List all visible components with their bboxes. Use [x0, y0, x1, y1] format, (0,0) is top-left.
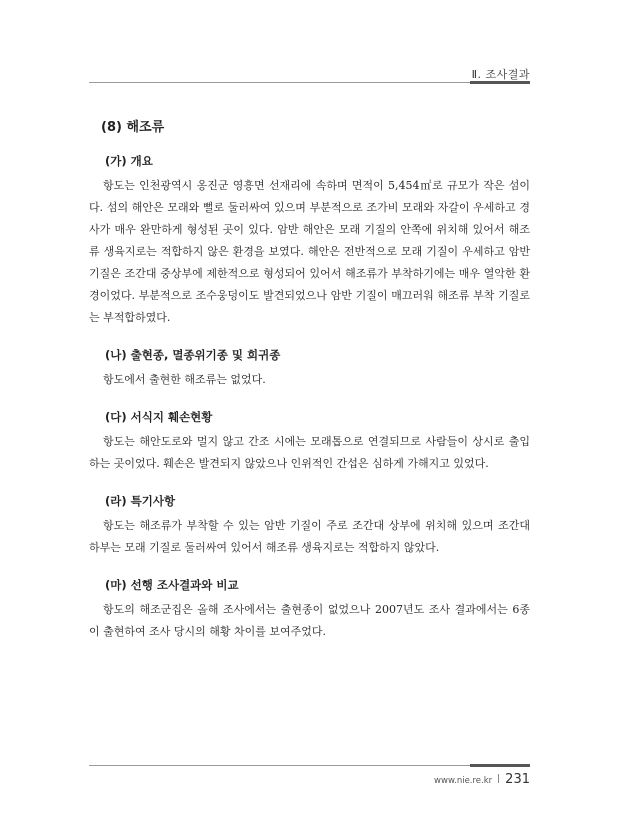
- subsection-heading: (다) 서식지 훼손현황: [105, 410, 213, 424]
- header-rule: [89, 82, 530, 83]
- subsection-comparison: [89, 577, 530, 643]
- subsection-overview: [89, 153, 530, 329]
- subsection-heading: (마) 선행 조사결과와 비교: [105, 578, 239, 592]
- footer-rule: [89, 765, 530, 766]
- paragraph: 항도의 해조군집은 올해 조사에서는 출현종이 없었으나 2007년도 조사 결과에서는 6종이 출현하여 조사 당시의 해황 차이를 보여주었다.: [89, 603, 530, 638]
- subsection-habitat-damage: [89, 409, 530, 475]
- running-header: Ⅱ. 조사결과: [471, 68, 530, 81]
- footer-separator: [498, 774, 499, 783]
- paragraph: 항도는 인천광역시 옹진군 영흥면 선재리에 속하며 면적이 5,454㎡로 규모가 작은 섬이다. 섬의 해안은 모래와 뻘로 둘러싸여 있으며 부분적으로 조가비 모래와 자갈이 우세하고 경사가 매우 완만하게 형성된 곳이 있다. 암반 해안은 모래 기질의 안쪽에 위치해 있어서 해조류 생육지로는 적합하지 않은 환경을 보였다. 해안은 전반적으로 모래 기질이 우세하고 암반 기질은 조간대 중상부에 제한적으로 형성되어 있어서 해조류가 부착하기에는 매우 열악한 환경이었다. 부분적으로 조수웅덩이도 발견되었으나 암반 기질이 매끄러워 해조류 부착 기질로는 부적합하였다.: [89, 179, 530, 324]
- subsection-heading: (가) 개요: [105, 154, 153, 168]
- main-content: [89, 116, 530, 643]
- subsection-remarks: [89, 493, 530, 559]
- paragraph: 항도는 해안도로와 멀지 않고 간조 시에는 모래톱으로 연결되므로 사람들이 상시로 출입하는 곳이었다. 훼손은 발견되지 않았으나 인위적인 간섭은 심하게 가해지고 있었다.: [89, 435, 530, 470]
- section-title: (8) 해조류: [101, 120, 165, 135]
- subsection-heading: (라) 특기사항: [105, 494, 176, 508]
- subsection-species: [89, 347, 530, 391]
- paragraph: 항도에서 출현한 해조류는 없었다.: [103, 373, 266, 386]
- page-number: 231: [505, 772, 530, 787]
- page-footer: [434, 772, 530, 787]
- footer-url: www.nie.re.kr: [434, 776, 493, 786]
- paragraph: 항도는 해조류가 부착할 수 있는 암반 기질이 주로 조간대 상부에 위치해 있으며 조간대 하부는 모래 기질로 둘러싸여 있어서 해조류 생육지로는 적합하지 않았다.: [89, 519, 530, 554]
- subsection-heading: (나) 출현종, 멸종위기종 및 희귀종: [105, 348, 281, 362]
